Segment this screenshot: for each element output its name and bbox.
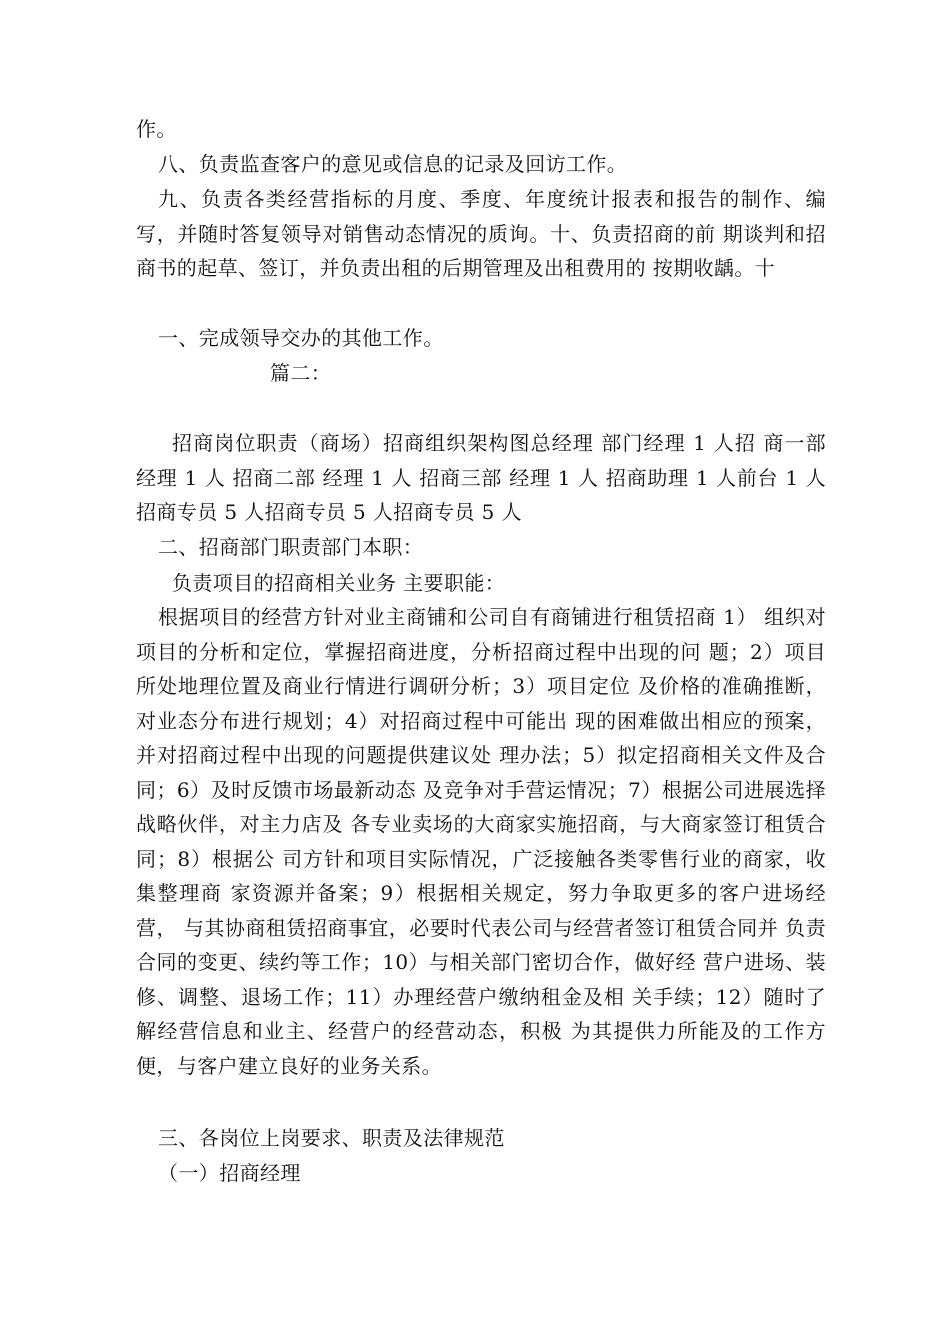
paragraph-functions-list: 根据项目的经营方针对业主商铺和公司自有商铺进行租赁招商 1） 组织对项目的分析和定位，掌握招商进度，分析招商过程中出现的问 题；2）项目所处地理位置及商业行情进行调研分析；3）项目定位 及价格的准确推断，对业态分布进行规划；4）对招商过程中可能出 现的困难做出相应的预案，并对招商过程中出现的问题提供建议处 理办法；5）拟定招商相关文件及合同；6）及时反馈市场最新动态 及竞争对手营运情况；7）根据公司进展选择战略伙伴，对主力店及 各专业卖场的大商家实施招商，与大商家签订租赁合同；8）根据公 司方针和项目实际情况，广泛接触各类零售行业的商家，收集整理商 家资源并备案；9）根据相关规定，努力争取更多的客户进场经营， 与其协商租赁招商事宜，必要时代表公司与经营者签订租赁合同并 负责合同的变更、续约等工作；10）与相关部门密切合作，做好经 营户进场、装修、调整、退场工作；11）办理经营户缴纳租金及相 关手续；12）随时了解经营信息和业主、经营户的经营动态，积极 为其提供力所能及的工作方便，与客户建立良好的业务关系。 xyxy=(136,605,826,1078)
subheading-investment-manager: （一）招商经理 xyxy=(158,1161,301,1185)
paragraph-continuation: 作。 xyxy=(136,117,177,141)
paragraph-item-8: 八、负责监查客户的意见或信息的记录及回访工作。 xyxy=(158,152,628,176)
paragraph-org-structure: 招商岗位职责（商场）招商组织架构图总经理 部门经理 1 人招 商一部 经理 1 人 招商二部 经理 1 人 招商三部 经理 1 人 招商助理 1 人前台 1 人招商专员 5 人招商专员 5 人招商专员 5 人 xyxy=(136,431,826,524)
section-heading-department-duties: 二、招商部门职责部门本职： xyxy=(158,535,424,559)
paragraph-item-9: 九、负责各类经营指标的月度、季度、年度统计报表和报告的制作、编写，并随时答复领导对销售动态情况的质询。十、负责招商的前 期谈判和招商书的起草、签订，并负责出租的后期管理及出租费用的 按期收龋。十 xyxy=(136,187,826,280)
paragraph-item-11: 一、完成领导交办的其他工作。 xyxy=(158,326,444,350)
section-heading-part-two: 篇二： xyxy=(270,361,332,385)
section-heading-position-requirements: 三、各岗位上岗要求、职责及法律规范 xyxy=(158,1126,505,1150)
paragraph-main-functions: 负责项目的招商相关业务 主要职能： xyxy=(172,571,506,595)
